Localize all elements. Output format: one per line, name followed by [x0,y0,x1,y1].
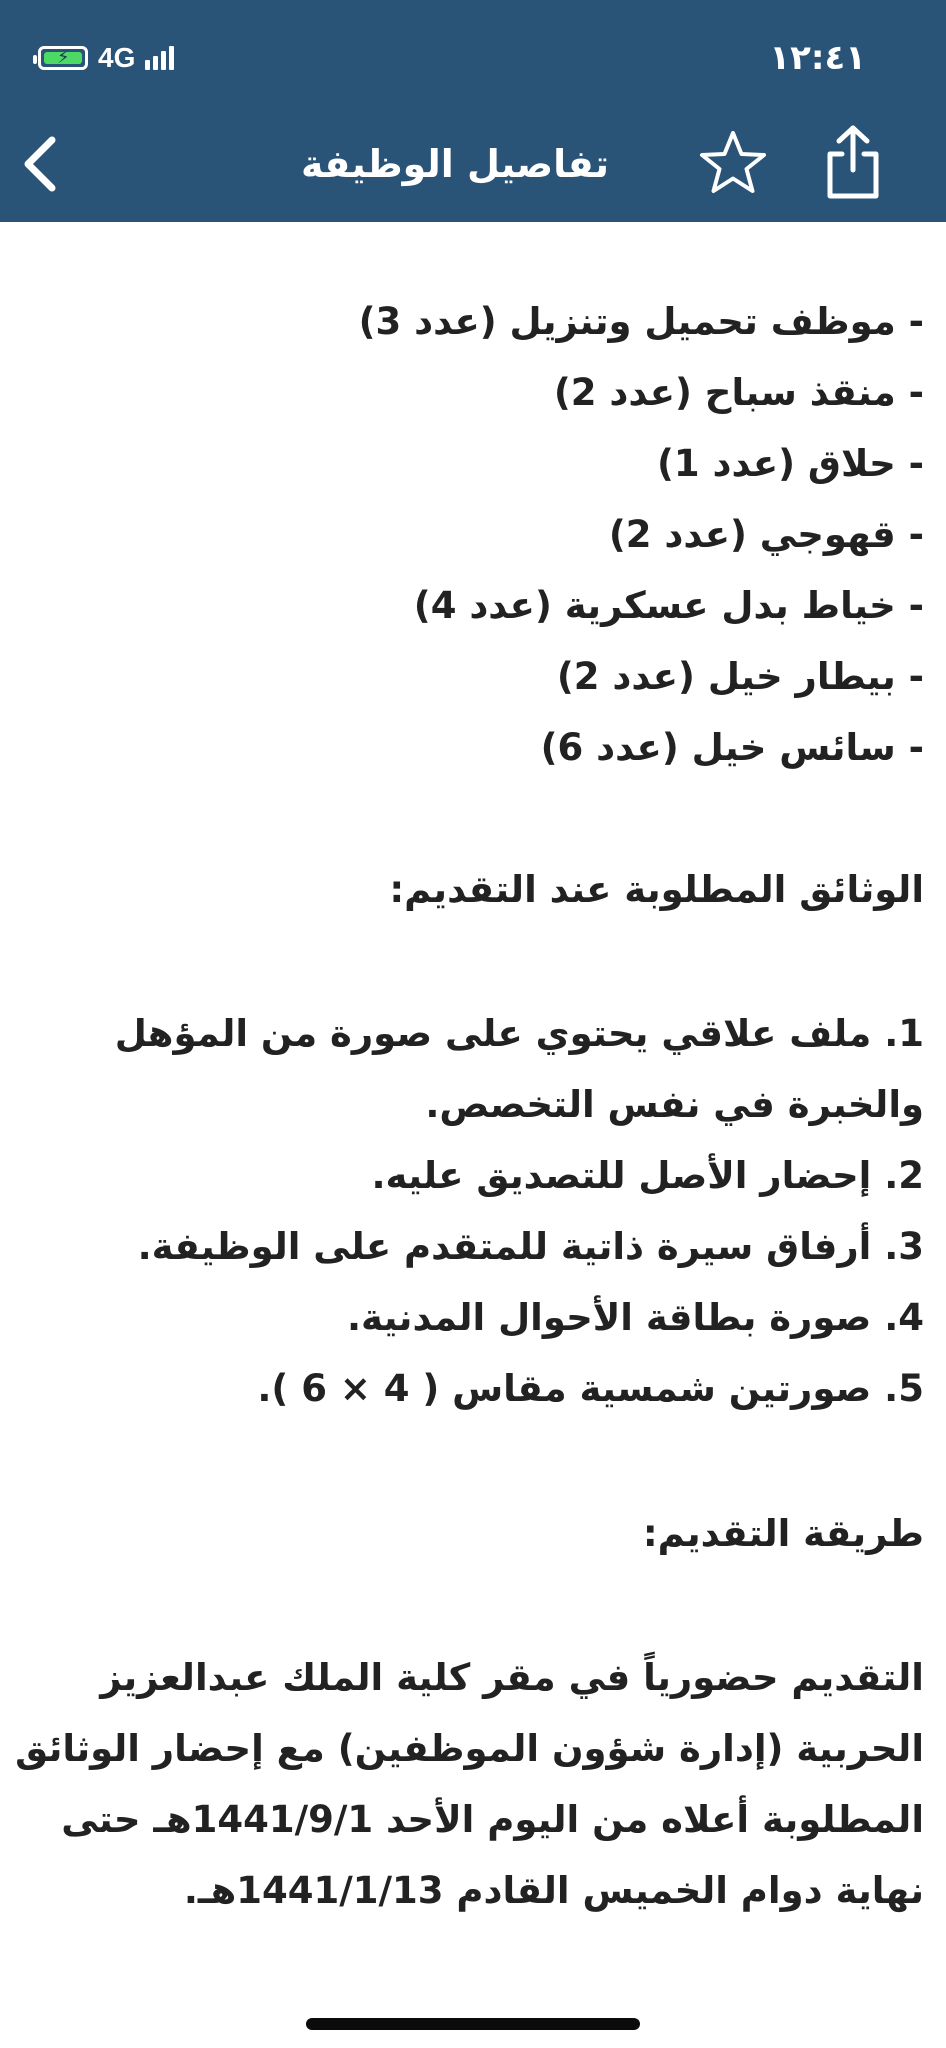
job-item: - قهوجي (عدد 2) [608,513,924,556]
document-item: 3. أرفاق سيرة ذاتية للمتقدم على الوظيفة. [137,1225,924,1268]
back-button[interactable] [18,132,62,196]
job-item: - سائس خيل (عدد 6) [540,726,924,769]
document-item: 2. إحضار الأصل للتصديق عليه. [371,1154,924,1197]
job-item: - منقذ سباح (عدد 2) [553,371,924,414]
method-paragraph-line: الحربية (إدارة شؤون الموظفين) مع إحضار الوثائق [15,1727,924,1770]
status-time: ١٢:٤١ [769,38,866,78]
star-icon [698,128,768,198]
job-item: - موظف تحميل وتنزيل (عدد 3) [358,300,924,343]
method-paragraph-line: نهاية دوام الخميس القادم 1441/1/13هـ. [183,1869,924,1912]
battery-charging-icon: ⚡ [38,46,88,70]
chevron-left-icon [18,132,62,196]
method-paragraph-line: المطلوبة أعلاه من اليوم الأحد 1441/9/1هـ حتى [61,1798,924,1841]
job-item: - بيطار خيل (عدد 2) [556,655,924,698]
documents-heading: الوثائق المطلوبة عند التقديم: [389,868,924,911]
page-title: تفاصيل الوظيفة [300,142,610,186]
job-details-content [0,222,946,2012]
job-item: - حلاق (عدد 1) [656,442,924,485]
document-item: والخبرة في نفس التخصص. [425,1083,924,1126]
home-indicator [306,2018,640,2030]
document-item: 4. صورة بطاقة الأحوال المدنية. [346,1296,924,1339]
share-icon [822,124,884,202]
document-item: 5. صورتين شمسية مقاس ( 4 × 6 ). [257,1367,924,1410]
signal-bars-icon [145,46,174,70]
method-paragraph-line: التقديم حضورياً في مقر كلية الملك عبدالعزيز [100,1656,924,1699]
job-item: - خياط بدل عسكرية (عدد 4) [413,584,924,627]
favorite-button[interactable] [698,128,768,198]
header-bar [0,0,946,222]
status-indicators [38,42,174,74]
share-button[interactable] [822,124,884,202]
method-heading: طريقة التقديم: [642,1512,924,1555]
network-type: 4G [98,42,136,73]
document-item: 1. ملف علاقي يحتوي على صورة من المؤهل [114,1012,924,1055]
